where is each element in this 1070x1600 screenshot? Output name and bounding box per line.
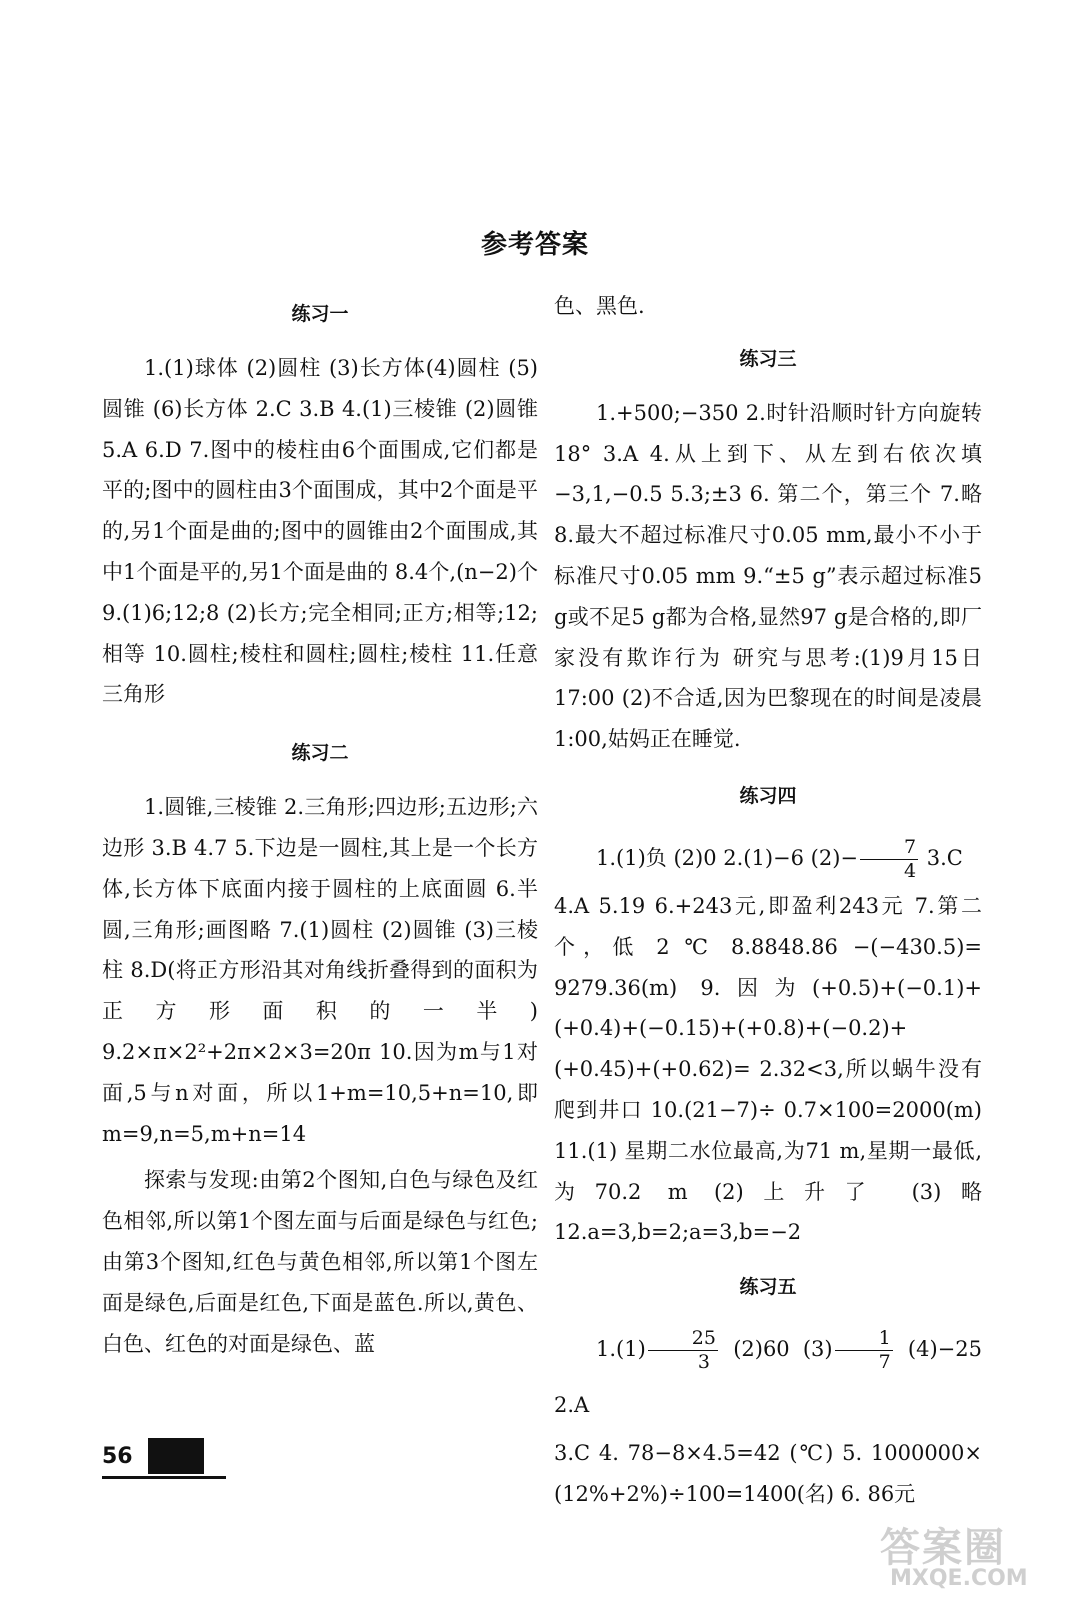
section-title-ex5: 练习五 (739, 1276, 797, 1299)
watermark-logo (880, 1516, 1060, 1594)
ex4-fraction (860, 835, 918, 882)
ex3-answers: 1.+500;−350 2.时针沿顺时针方向旋转18° 3.A 4.从上到下、从左到右依次填−3,1,−0.5 5.3;±3 6. 第二个，第三个 7.略 8.最大不超过标准尺寸0.05 mm,最小不小于标准尺寸0.05 mm 9.“±5 g”表示超过标准5 g或不足5 g都为合格,显然97 g是合格的,即厂家没有欺诈行为 研究与思考:(1)9月15日17:00 (2)不合适,因为巴黎现在的时间是凌晨1:00,姑妈正在睡觉. (554, 400, 982, 752)
ex5-fraction-2 (835, 1329, 893, 1372)
page-number: 56 (102, 1444, 133, 1469)
ex4-lead: 1.(1)负 (2)0 2.(1)−6 (2)− (596, 845, 858, 870)
ex5-frac1-numerator: 25 (648, 1329, 718, 1351)
footer-rule (102, 1476, 226, 1479)
ex4-after-frac: 3.C (920, 845, 963, 870)
ex5-frac1-denominator: 3 (697, 1351, 710, 1374)
ex5-lead: 1.(1) (596, 1337, 646, 1362)
watermark-glyphs: 答案圈 (880, 1525, 1006, 1571)
page-title: 参考答案 (480, 230, 589, 260)
right-column (554, 286, 982, 1515)
ex5-frac2-denominator: 7 (878, 1351, 891, 1374)
continuation-text: 色、黑色. (554, 294, 645, 318)
ex5-answers: 3.C 4. 78−8×4.5=42 (℃) 5. 1000000× (12%+2%)÷100=1400(名) 6. 86元 (554, 1441, 982, 1506)
footer-black-block (148, 1438, 204, 1474)
ex5-mid: (2)60 (3) (719, 1337, 833, 1362)
section-title-ex2: 练习二 (291, 742, 349, 765)
ex1-answers: 1.(1)球体 (2)圆柱 (3)长方体(4)圆柱 (5)圆锥 (6)长方体 2.C 3.B 4.(1)三棱锥 (2)圆锥 5.A 6.D 7.图中的棱柱由6个面围成,它们都是平的;图中的圆柱由3个面围成，其中2个面是平的,另1个面是曲的;图中的圆锥由2个面围成,其中1个面是平的,另1个面是曲的 8.4个,(n−2)个 9.(1)6;12;8 (2)长方;完全相同;正方;相等;12;相等 10.圆柱;棱柱和圆柱;圆柱;棱柱 11.任意三角形 (102, 356, 538, 707)
ex4-answers: 4.A 5.19 6.+243元,即盈利243元 7.第二个，低 2 ℃ 8.8848.86 −(−430.5)= 9279.36(m) 9.因为(+0.5)+(−0.1)+(+0.4)+(−0.15)+(+0.8)+(−0.2)+(+0.45)+(+0.62)= 2.32<3,所以蜗牛没有爬到井口 10.(21−7)÷ 0.7×100=2000(m) 11.(1) 星期二水位最高,为71 m,星期一最低,为70.2 m (2)上升了 (3)略 12.a=3,b=2;a=3,b=−2 (554, 893, 982, 1245)
ex5-fraction-1 (648, 1329, 718, 1372)
ex4-frac-numerator: 7 (860, 838, 918, 860)
left-column (102, 288, 538, 1364)
ex5-first-line (554, 1321, 982, 1433)
ex5-after: (4)−25 2.A (554, 1337, 982, 1418)
page-footer (102, 1438, 212, 1482)
section-title-ex1: 练习一 (291, 303, 349, 325)
ex2-answers: 1.圆锥,三棱锥 2.三角形;四边形;五边形;六边形 3.B 4.7 5.下边是一圆柱,其上是一个长方体,长方体下底面内接于圆柱的上底面圆 6.半圆,三角形;画图略 7.(1)圆柱 (2)圆锥 (3)三棱柱 8.D(将正方形沿其对角线折叠得到的面积为正方形面积的一半) 9.2×π×2²+2π×2×3=20π 10.因为m与1对面,5与n对面，所以1+m=10,5+n=10,即m=9,n=5,m+n=14 (102, 795, 538, 1146)
explore-discover: 探索与发现:由第2个图知,白色与绿色及红色相邻,所以第1个图左面与后面是绿色与红色;由第3个图知,红色与黄色相邻,所以第1个图左面是绿色,后面是红色,下面是蓝色.所以,黄色、白色、红色的对面是绿色、蓝 (102, 1168, 538, 1356)
watermark-url: MXQE.COM (890, 1566, 1028, 1591)
ex5-frac2-numerator: 1 (835, 1329, 893, 1351)
section-title-ex4: 练习四 (739, 784, 797, 807)
section-title-ex3: 练习三 (739, 347, 797, 370)
ex4-first-line (554, 830, 982, 886)
ex4-frac-denominator: 4 (904, 859, 917, 882)
